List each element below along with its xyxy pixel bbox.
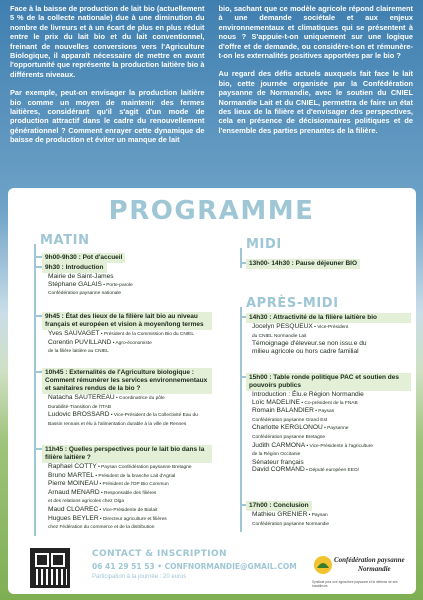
speaker-line [246,520,411,529]
speaker-line [42,281,212,290]
speaker-name: Jocelyn PESQUEUX [252,323,313,330]
logo-name-line1: Confédération paysanne [334,556,405,564]
section-heading-matin: MATIN [40,233,90,248]
contact-title: CONTACT & INSCRIPTION [92,549,227,559]
speaker-name: Pierre MOINEAU [48,480,99,488]
speaker-role: • Directeur agriculture et filières [98,516,167,522]
speaker-role: • Député européen EEO/ [304,468,359,474]
schedule-slot [42,253,212,263]
speaker-role: Confédération paysanne nationale [48,291,122,297]
intro-right-column [219,4,414,200]
intro-text [10,4,413,200]
speaker-line [42,489,212,498]
speaker-line [42,497,212,506]
speaker-role: chez Fédération du commerce et de la distribution [48,525,155,531]
speaker-line [42,472,212,481]
speaker-role: de la Région Occitanie [252,452,301,458]
speaker-line [42,506,212,515]
section-heading-midi: MIDI [246,237,282,252]
slot-header: 10h45 : Externalités de l'Agriculture biologique : Comment rémunérer les services environnementaux et sanitaires rendus de la bio ? [42,368,212,394]
slot-header: 13h00- 14h30 : Pause déjeuner BIO [246,259,360,269]
speaker-line [246,340,411,348]
speaker-line [246,391,411,399]
logo-tagline: Syndicat pour une agriculture paysanne et la défense de ses travailleurs [312,580,398,588]
speaker-name: Corentin PUVILLAND [48,338,112,346]
speaker-role: de la filière laitière au CNIEL [48,349,109,355]
speaker-role: • Paysan Confédération paysanne Bretagne [96,465,192,470]
speaker-line [42,289,212,298]
speaker-line [246,416,411,425]
speaker-name: Loïc MADELINE [252,398,301,406]
speaker-role: Bassin rennais et élu à l'alimentation durable à la ville de Rennes [48,421,187,427]
speaker-role: • Porte-parole [101,282,133,288]
slot-header: 14h30 : Attractivité de la filière laitière bio [246,313,411,323]
speaker-name: Mathieu GRENIER [252,511,308,518]
intro-paragraph: Au regard des défis actuels auxquels fait face le lait bio, cette journée organisée par la Confédération paysanne de Normandie, avec le soutien du CNIEL Normandie Lait et du CNIEL, permettra de faire un état des lieux de la filière et d'envisager des perspectives, cela en présence de décisionnaires politiques et de l'ensemble des parties prenantes de la filière. [218,69,413,135]
timeline-tick [34,266,42,268]
speaker-name: milieu agricole ou hors cadre familial [252,347,359,355]
speaker-name: Yves SAUVAGET [48,330,100,337]
speaker-role: Confédération paysanne Normandie [252,521,330,527]
speaker-role: • Vice-Présidente de Biolait [98,507,158,513]
schedule-slot [42,312,212,356]
schedule-slot [246,501,411,528]
speaker-line [42,411,212,420]
speaker-role: • Paysanne [322,426,349,432]
slot-header: 9h45 : État des lieux de la filière lait bio au niveau français et européen et vision à moyen/long termes [42,312,212,330]
speaker-name: Sénateur français [252,458,304,466]
speaker-name: David CORMAND [252,466,305,474]
speaker-name: Témoignage d'éleveur.se non issu.e du [252,340,367,348]
speaker-role: • Vice-Président [312,325,349,330]
speaker-line [246,348,411,356]
speaker-role: • Vice-Président de la Collectivité Eau du [109,413,198,419]
programme-title: PROGRAMME [108,196,315,226]
timeline-rail [240,248,242,268]
speaker-role: Confédération paysanne Bretagne [252,434,326,440]
intro-paragraph: Par exemple, peut-on envisager la production laitière bio comme un moyen de maintenir des fermes laitières, considérant qu'il s'agit d'un mode de production attractif dans le cadre du renouvellement générationnel ? Comment enrayer cette dynamique de baisse de production et éviter un manque de lait [10,88,205,145]
speaker-role: • Co-président de la FNAB [300,400,358,406]
speaker-name: Judith CARMONA [252,441,306,449]
speaker-name: Hugues BEYLER [48,514,99,522]
slot-header: 11h45 : Quelles perspectives pour le lait bio dans la filière laitière ? [42,445,212,463]
speaker-name: Arnaud MENARD [48,488,100,496]
speaker-line [42,463,212,472]
speaker-line [42,480,212,489]
speaker-role: du CNIEL Normandie Lait [252,333,307,339]
timeline-tick [34,371,42,373]
speaker-role: Durabilité-Transition de l'ITAB [48,404,112,410]
schedule-slot [246,373,411,475]
speaker-role: • Président de l'OP Bio Commun [98,482,169,488]
speaker-line [246,323,411,332]
speaker-line [246,399,411,408]
timeline-rail [240,307,242,532]
speaker-name: Raphael COTTY [48,463,97,470]
speaker-role: et des relations agricoles chez Olga [48,499,124,505]
intro-paragraph: bio, sachant que ce modèle agricole répond clairement à une demande sociétale et aux enjeux environnementaux et climatiques qui se présentent à nous ? S'appuie-t-on uniquement sur une logique d'offre et de demande, ou considère-t-on et rémunère-t-on les externalités positives apportées par le bio ? [218,4,413,61]
speaker-name: Ludovic BROSSARD [48,411,110,419]
speaker-role: • Président de la Commission Bio du CNIEL [99,332,195,337]
speaker-line [246,332,411,341]
participation-price: Participation à la journée : 20 euros [92,574,187,580]
speaker-line [246,511,411,520]
speaker-line [246,450,411,459]
contact-phone-email[interactable]: 06 41 29 51 53 • CONFNORMANDIE@GMAIL.COM [92,562,297,571]
speaker-line [246,459,411,467]
speaker-role: • Paysan [307,513,328,518]
speaker-name: Maud CLOAREC [48,505,99,513]
schedule-slot [42,368,212,428]
speaker-name: Introduction : Élu.e Région Normandie [252,391,364,398]
intro-left-column [10,4,205,200]
qr-code[interactable] [30,548,70,588]
timeline-tick [34,256,42,258]
slot-header: 9h00-9h30 : Pot d'accueil [42,253,125,263]
speaker-line [42,394,212,403]
slot-header: 15h00 : Table ronde politique PAC et soutien des pouvoirs publics [246,373,411,391]
speaker-role: Confédération paysanne Grand Est [252,417,328,423]
speaker-line [42,339,212,348]
speaker-line [246,433,411,442]
speaker-role: • Responsable des filières [99,490,157,496]
timeline-tick [34,448,42,450]
speaker-line [42,403,212,412]
speaker-line [42,515,212,524]
schedule-slot [42,263,212,298]
speaker-line [246,424,411,433]
schedule-slot [246,313,411,355]
speaker-name: Romain BALANDIER [252,407,314,415]
schedule-slot [42,445,212,532]
intro-paragraph: Face à la baisse de production de lait bio (actuellement 5 % de la collecte nationale) due à une diminution du nombre de livreurs et à un écart de plus en plus réduit entre le prix du lait bio et du lait conventionnel, freinant de nouvelles conversions vers l'Agriculture Biologique, il apparaît nécessaire de mettre en avant l'opportunité que représente la production laitière bio à différents niveaux. [10,4,205,79]
slot-header: 9h30 : Introduction [42,263,107,273]
timeline-tick [34,315,42,317]
speaker-role: • Paysan [313,409,335,415]
speaker-name: Mairie de Saint-James [48,273,114,280]
speaker-role: • Coordinatrice du pôle [114,396,165,401]
speaker-line [42,347,212,356]
schedule-slot [246,259,396,269]
speaker-name: Stéphane GALAIS [48,280,102,288]
speaker-role: • Vice-Présidente à l'agriculture [305,443,373,449]
section-heading-apres-midi: APRÈS-MIDI [246,296,339,311]
speaker-name: Bruno MARTEL [48,471,95,479]
speaker-line [42,330,212,339]
speaker-line [42,273,212,281]
speaker-line [42,523,212,532]
speaker-line [246,442,411,451]
confederation-logo [312,552,412,592]
speaker-line [246,407,411,416]
logo-name-line2: Normandie [358,565,391,573]
speaker-role: • Président de la branche Lait d'Agrial [94,473,176,479]
speaker-name: Charlotte KERGLONOU [252,424,323,432]
speaker-role: • Agro-économiste [111,340,152,346]
speaker-name: Natacha SAUTEREAU [48,394,115,401]
logo-icon [312,554,334,576]
speaker-line [42,420,212,429]
slot-header: 17h00 : Conclusion [246,501,312,511]
speaker-line [246,466,411,475]
timeline-rail [34,244,36,536]
